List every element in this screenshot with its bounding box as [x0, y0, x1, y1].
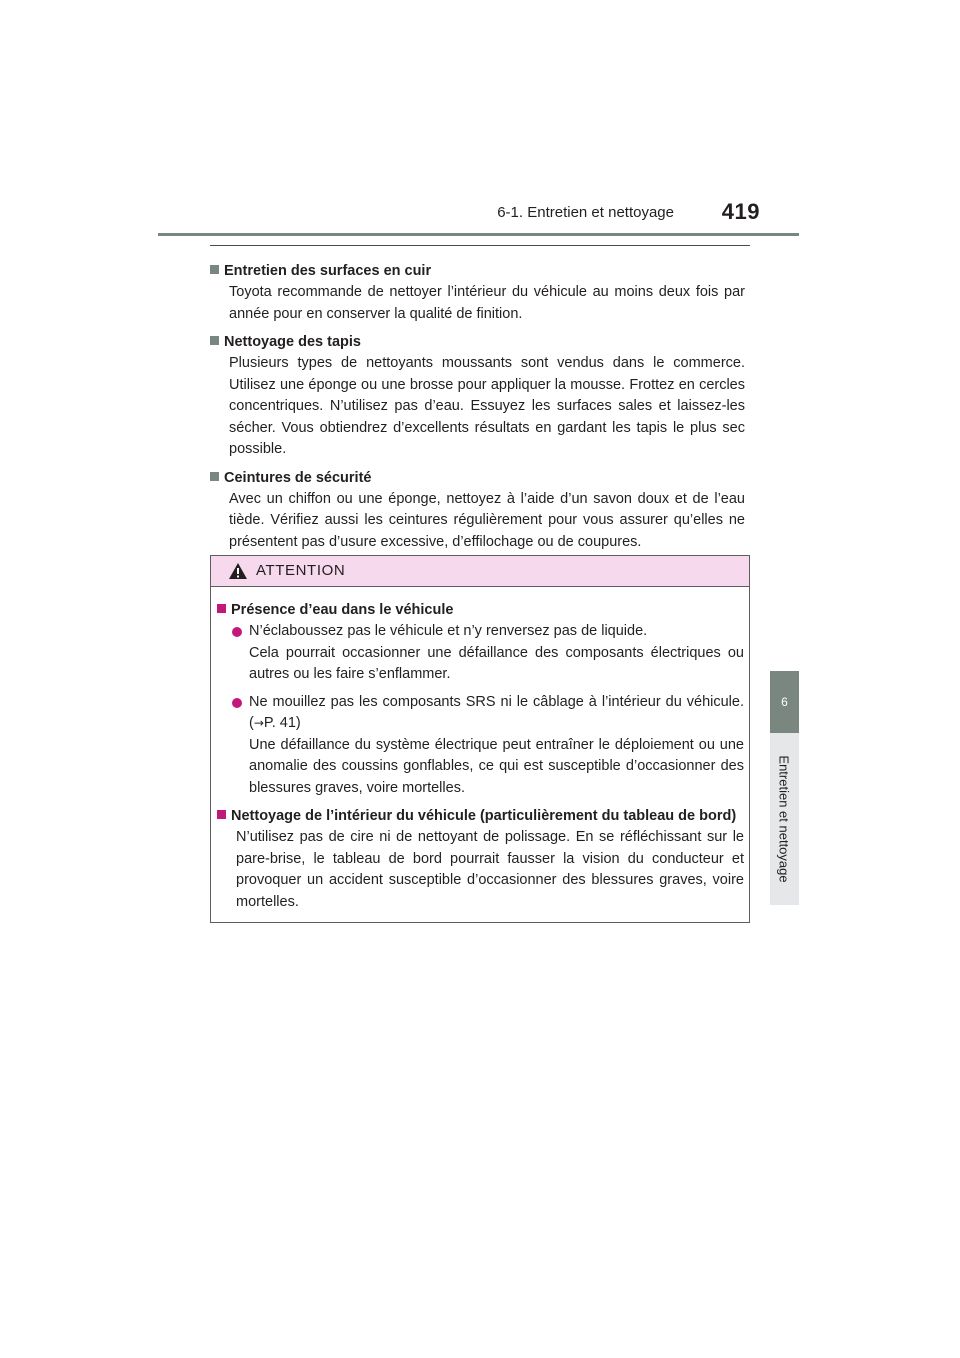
square-bullet-icon [217, 604, 226, 613]
warning-title: ATTENTION [256, 562, 346, 579]
warning-item-body: N’utilisez pas de cire ni de nettoyant de polissage. En se réfléchissant sur le pare-brise, le tableau de bord pourrait fausser la vision du conducteur et provoquer un accident susceptible d’occasionner des blessures graves, voire mortelles. [236, 829, 744, 910]
square-bullet-icon [210, 265, 219, 274]
warning-item-heading: Présence d’eau dans le véhicule [217, 599, 744, 621]
section-heading: Ceintures de sécurité [210, 467, 745, 489]
page-reference-link[interactable]: P. 41) [263, 715, 301, 731]
square-bullet-icon [210, 472, 219, 481]
header-rule [158, 233, 799, 236]
warning-header [211, 556, 749, 587]
arrow-right-icon: → [253, 716, 264, 730]
section-body: Avec un chiffon ou une éponge, nettoyez à l’aide d’un savon doux et de l’eau tiède. Vérifiez aussi les ceintures régulièrement pour vous assurer qu’elles ne présentent pas d’usure excessive, d’effilochage ou de coupures. [229, 490, 745, 550]
warning-bullet: N’éclaboussez pas le véhicule et n’y renversez pas de liquide. Cela pourrait occasionner une défaillance des composants électriques ou autres ou les faire s’enflammer. [249, 621, 744, 686]
section-body: Toyota recommande de nettoyer l’intérieur du véhicule au moins deux fois par année pour en conserver la qualité de finition. [229, 284, 745, 322]
chapter-number-tab: 6 [770, 671, 799, 733]
main-content [210, 256, 745, 559]
round-bullet-icon [232, 627, 242, 637]
section-heading: Nettoyage des tapis [210, 331, 745, 353]
chapter-side-label: Entretien et nettoyage [776, 755, 792, 883]
warning-bullet: Ne mouillez pas les composants SRS ni le câblage à l’intérieur du véhicule. (→P. 41) Une défaillance du système électrique peut entraîner le déploiement ou une anomalie des coussins gonflables, ce qui est susceptible d’occasionner des blessures graves, voire mortelles. [249, 692, 744, 800]
section-heading: Entretien des surfaces en cuir [210, 260, 745, 282]
warning-triangle-icon [228, 562, 248, 585]
round-bullet-icon [232, 698, 242, 708]
header-section-title: 6-1. Entretien et nettoyage [497, 204, 674, 221]
section-body: Plusieurs types de nettoyants moussants sont vendus dans le commerce. Utilisez une éponge ou une brosse pour appliquer la mousse. Frottez en cercles concentriques. N’utilisez pas d’eau. Essuyez les surfaces sales et laissez-les sécher. Vous obtiendrez d’excellents résultats en gardant les tapis le plus sec possible. [229, 355, 745, 457]
warning-item-heading: Nettoyage de l’intérieur du véhicule (particulièrement du tableau de bord) [236, 805, 744, 827]
square-bullet-icon [210, 336, 219, 345]
page-number: 419 [721, 199, 760, 224]
content-top-rule [210, 245, 750, 246]
square-bullet-icon [217, 810, 226, 819]
warning-body [211, 587, 749, 913]
warning-box [210, 555, 750, 923]
